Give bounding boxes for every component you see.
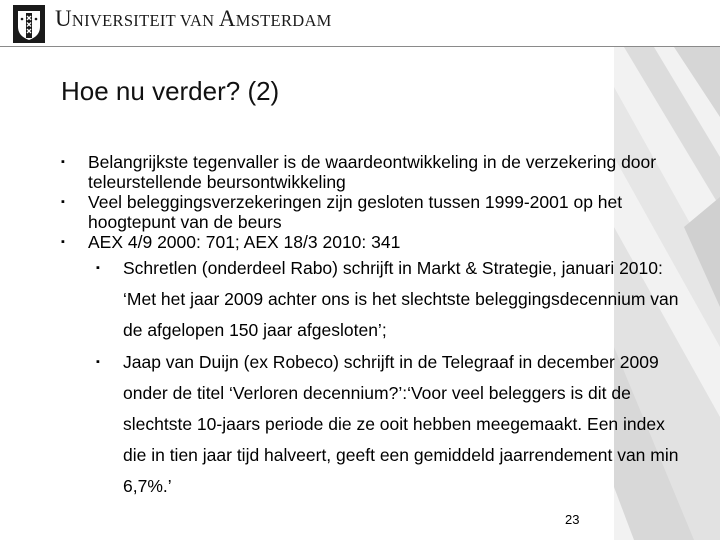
sub-bullet-item [61, 253, 683, 346]
square-bullet-icon: ▪ [96, 356, 100, 368]
square-bullet-icon: ▪ [61, 156, 65, 168]
page-number: 23 [565, 512, 580, 527]
bullet-text: Veel beleggingsverzekeringen zijn gesloten tussen 1999-2001 op het hoogtepunt van de beurs [88, 192, 623, 232]
slide-content [61, 152, 701, 502]
sub-bullet-text: Schretlen (onderdeel Rabo) schrijft in Markt & Strategie, januari 2010: ‘Met het jaar 2009 achter ons is het slechtste beleggingsdecennium van de afgelopen 150 jaar afgesloten’; [123, 258, 679, 340]
university-name-part: A [218, 6, 236, 31]
bullet-item [61, 192, 701, 232]
university-name [55, 6, 332, 32]
sub-bullet-item [61, 347, 683, 502]
bullet-text: AEX 4/9 2000: 701; AEX 18/3 2010: 341 [88, 232, 401, 252]
header-divider [0, 46, 720, 47]
uva-crest-icon [13, 5, 45, 43]
university-name-part: U [55, 6, 72, 31]
bullet-item [61, 152, 701, 192]
slide-title: Hoe nu verder? (2) [61, 76, 280, 106]
square-bullet-icon: ▪ [61, 196, 65, 208]
square-bullet-icon: ▪ [61, 236, 65, 248]
university-name-part: NIVERSITEIT VAN [71, 11, 219, 30]
square-bullet-icon: ▪ [96, 262, 100, 274]
bullet-text: Belangrijkste tegenvaller is de waardeontwikkeling in de verzekering door teleurstellende beursontwikkeling [88, 152, 657, 192]
header [0, 0, 720, 50]
university-name-part: MSTERDAM [235, 11, 332, 30]
bullet-item [61, 232, 701, 252]
sub-bullet-text: Jaap van Duijn (ex Robeco) schrijft in de Telegraaf in december 2009 onder de titel ‘Verloren decennium?’:‘Voor veel beleggers is dit de slechtste 10-jaars periode die ze ooit hebben meegemaakt. Een index die in tien jaar tijd halveert, geeft een gemiddeld jaarrendement van min 6,7%.’ [123, 352, 679, 496]
